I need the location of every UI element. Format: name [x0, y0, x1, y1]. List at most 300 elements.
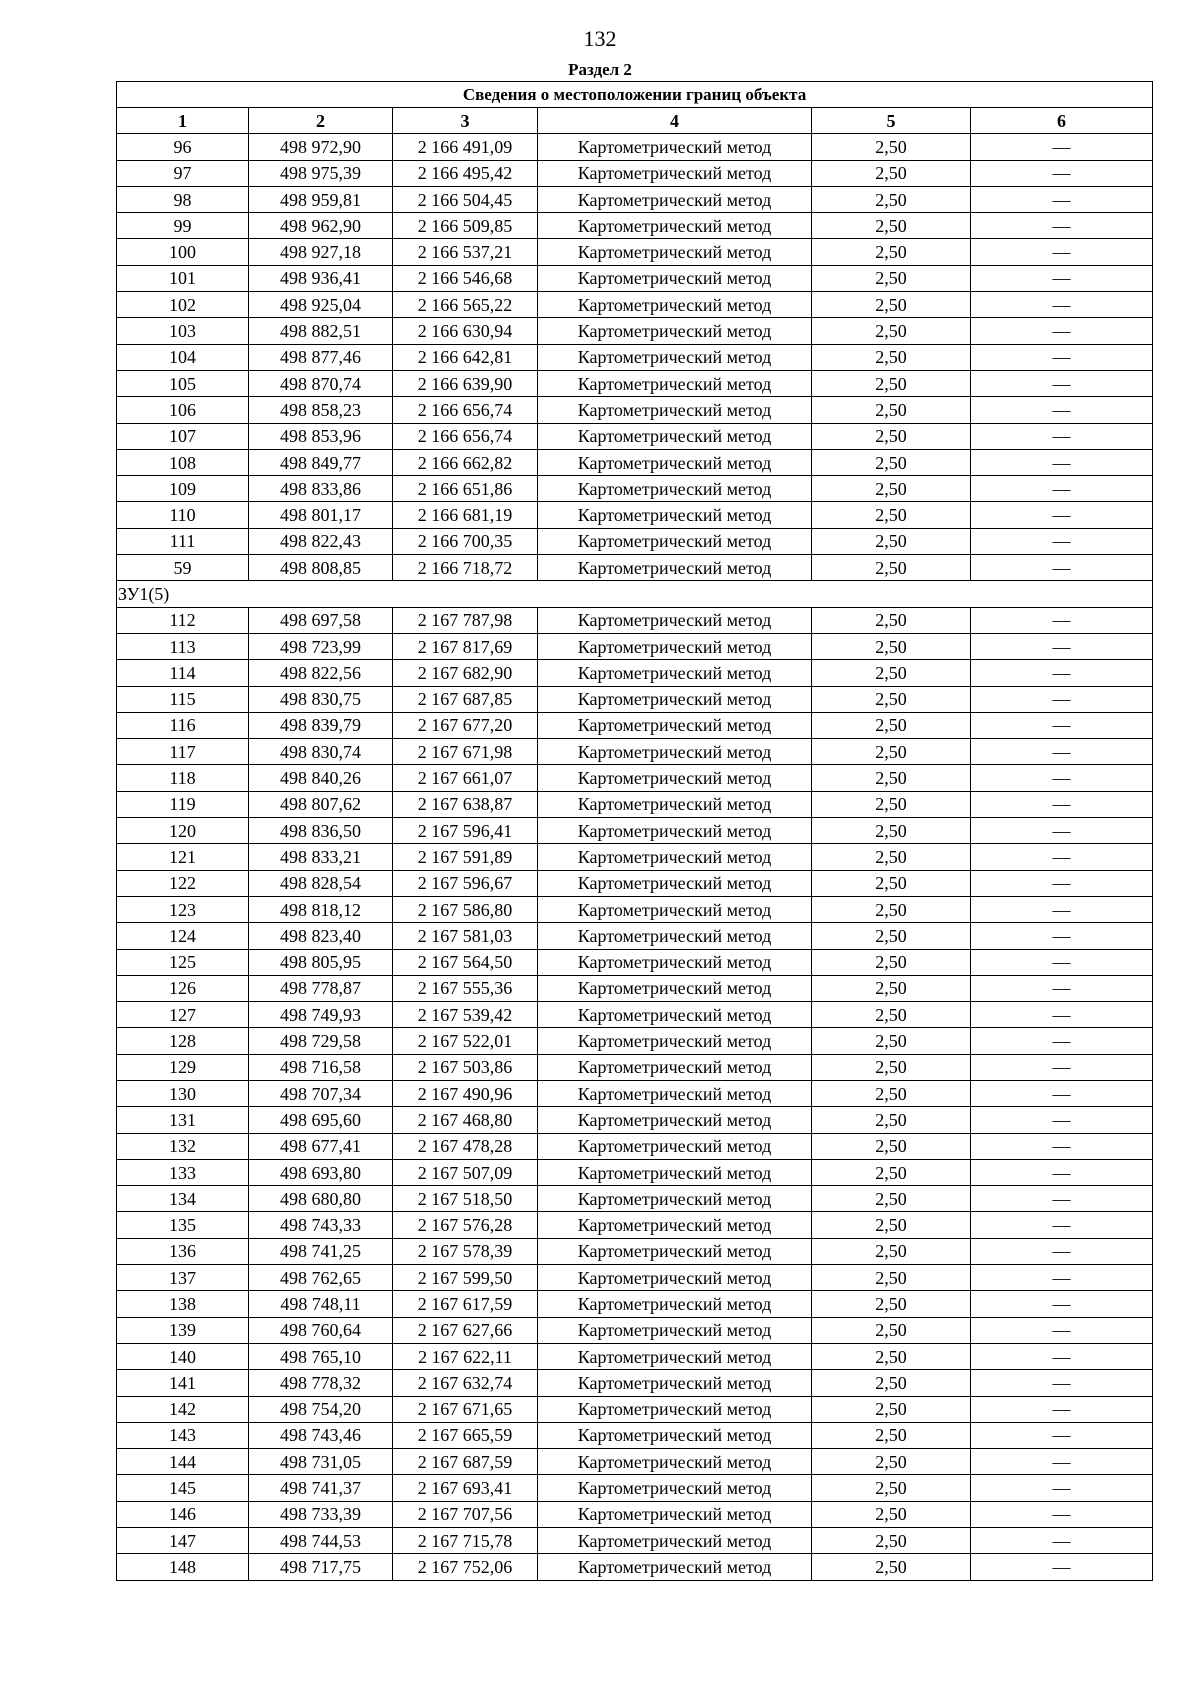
method-cell: Картометрический метод: [538, 292, 812, 318]
table-row: [117, 818, 1153, 844]
method-cell: Картометрический метод: [538, 633, 812, 659]
y-coordinate-cell: 2 166 537,21: [393, 239, 538, 265]
method-cell: Картометрический метод: [538, 476, 812, 502]
description-cell: —: [971, 1159, 1153, 1185]
method-cell: Картометрический метод: [538, 896, 812, 922]
x-coordinate-cell: 498 927,18: [249, 239, 393, 265]
description-cell: —: [971, 1265, 1153, 1291]
y-coordinate-cell: 2 167 518,50: [393, 1186, 538, 1212]
method-cell: Картометрический метод: [538, 1422, 812, 1448]
method-cell: Картометрический метод: [538, 1449, 812, 1475]
table-row: [117, 1475, 1153, 1501]
x-coordinate-cell: 498 858,23: [249, 397, 393, 423]
x-coordinate-cell: 498 762,65: [249, 1265, 393, 1291]
point-number-cell: 114: [117, 660, 249, 686]
x-coordinate-cell: 498 778,87: [249, 975, 393, 1001]
point-number-cell: 135: [117, 1212, 249, 1238]
point-number-cell: 106: [117, 397, 249, 423]
accuracy-cell: 2,50: [812, 265, 971, 291]
point-number-cell: 117: [117, 739, 249, 765]
accuracy-cell: 2,50: [812, 633, 971, 659]
accuracy-cell: 2,50: [812, 292, 971, 318]
method-cell: Картометрический метод: [538, 318, 812, 344]
x-coordinate-cell: 498 959,81: [249, 186, 393, 212]
y-coordinate-cell: 2 167 671,65: [393, 1396, 538, 1422]
y-coordinate-cell: 2 166 642,81: [393, 344, 538, 370]
point-number-cell: 148: [117, 1554, 249, 1580]
table-row: [117, 449, 1153, 475]
y-coordinate-cell: 2 167 817,69: [393, 633, 538, 659]
method-cell: Картометрический метод: [538, 1343, 812, 1369]
x-coordinate-cell: 498 677,41: [249, 1133, 393, 1159]
point-number-cell: 127: [117, 1002, 249, 1028]
y-coordinate-cell: 2 167 787,98: [393, 607, 538, 633]
description-cell: —: [971, 476, 1153, 502]
method-cell: Картометрический метод: [538, 134, 812, 160]
point-number-cell: 108: [117, 449, 249, 475]
accuracy-cell: 2,50: [812, 1159, 971, 1185]
table-body: [117, 82, 1153, 1581]
description-cell: —: [971, 1554, 1153, 1580]
page-number: 132: [583, 26, 617, 51]
accuracy-cell: 2,50: [812, 791, 971, 817]
x-coordinate-cell: 498 836,50: [249, 818, 393, 844]
table-row: [117, 1343, 1153, 1369]
x-coordinate-cell: 498 680,80: [249, 1186, 393, 1212]
point-number-cell: 102: [117, 292, 249, 318]
accuracy-cell: 2,50: [812, 1501, 971, 1527]
column-header: 3: [393, 108, 538, 134]
accuracy-cell: 2,50: [812, 949, 971, 975]
description-cell: —: [971, 896, 1153, 922]
table-row: [117, 1159, 1153, 1185]
table-row: [117, 1107, 1153, 1133]
table-row: [117, 397, 1153, 423]
method-cell: Картометрический метод: [538, 1002, 812, 1028]
y-coordinate-cell: 2 167 707,56: [393, 1501, 538, 1527]
table-row: [117, 791, 1153, 817]
y-coordinate-cell: 2 166 495,42: [393, 160, 538, 186]
y-coordinate-cell: 2 167 503,86: [393, 1054, 538, 1080]
method-cell: Картометрический метод: [538, 370, 812, 396]
accuracy-cell: 2,50: [812, 555, 971, 581]
table-row: [117, 1212, 1153, 1238]
description-cell: —: [971, 1317, 1153, 1343]
point-number-cell: 116: [117, 712, 249, 738]
y-coordinate-cell: 2 167 752,06: [393, 1554, 538, 1580]
point-number-cell: 105: [117, 370, 249, 396]
accuracy-cell: 2,50: [812, 1265, 971, 1291]
y-coordinate-cell: 2 166 700,35: [393, 528, 538, 554]
table-row: [117, 1501, 1153, 1527]
method-cell: Картометрический метод: [538, 555, 812, 581]
accuracy-cell: 2,50: [812, 1212, 971, 1238]
y-coordinate-cell: 2 167 539,42: [393, 1002, 538, 1028]
y-coordinate-cell: 2 167 578,39: [393, 1238, 538, 1264]
description-cell: —: [971, 370, 1153, 396]
x-coordinate-cell: 498 840,26: [249, 765, 393, 791]
x-coordinate-cell: 498 765,10: [249, 1343, 393, 1369]
y-coordinate-cell: 2 166 630,94: [393, 318, 538, 344]
table-row: [117, 923, 1153, 949]
table-row: [117, 213, 1153, 239]
description-cell: —: [971, 449, 1153, 475]
x-coordinate-cell: 498 808,85: [249, 555, 393, 581]
y-coordinate-cell: 2 167 581,03: [393, 923, 538, 949]
description-cell: —: [971, 1107, 1153, 1133]
x-coordinate-cell: 498 760,64: [249, 1317, 393, 1343]
table-row: [117, 186, 1153, 212]
y-coordinate-cell: 2 166 565,22: [393, 292, 538, 318]
y-coordinate-cell: 2 166 718,72: [393, 555, 538, 581]
y-coordinate-cell: 2 167 596,41: [393, 818, 538, 844]
point-number-cell: 112: [117, 607, 249, 633]
table-row: [117, 686, 1153, 712]
y-coordinate-cell: 2 167 677,20: [393, 712, 538, 738]
accuracy-cell: 2,50: [812, 923, 971, 949]
y-coordinate-cell: 2 166 504,45: [393, 186, 538, 212]
y-coordinate-cell: 2 167 617,59: [393, 1291, 538, 1317]
table-row: [117, 712, 1153, 738]
method-cell: Картометрический метод: [538, 1554, 812, 1580]
y-coordinate-cell: 2 166 656,74: [393, 397, 538, 423]
point-number-cell: 143: [117, 1422, 249, 1448]
x-coordinate-cell: 498 936,41: [249, 265, 393, 291]
method-cell: Картометрический метод: [538, 1528, 812, 1554]
method-cell: Картометрический метод: [538, 1370, 812, 1396]
y-coordinate-cell: 2 167 687,59: [393, 1449, 538, 1475]
method-cell: Картометрический метод: [538, 870, 812, 896]
point-number-cell: 96: [117, 134, 249, 160]
table-row: [117, 344, 1153, 370]
method-cell: Картометрический метод: [538, 397, 812, 423]
description-cell: —: [971, 318, 1153, 344]
x-coordinate-cell: 498 972,90: [249, 134, 393, 160]
point-number-cell: 125: [117, 949, 249, 975]
description-cell: —: [971, 633, 1153, 659]
x-coordinate-cell: 498 729,58: [249, 1028, 393, 1054]
method-cell: Картометрический метод: [538, 1028, 812, 1054]
point-number-cell: 107: [117, 423, 249, 449]
x-coordinate-cell: 498 741,25: [249, 1238, 393, 1264]
accuracy-cell: 2,50: [812, 1054, 971, 1080]
point-number-cell: 133: [117, 1159, 249, 1185]
accuracy-cell: 2,50: [812, 186, 971, 212]
description-cell: —: [971, 949, 1153, 975]
accuracy-cell: 2,50: [812, 686, 971, 712]
accuracy-cell: 2,50: [812, 739, 971, 765]
point-number-cell: 140: [117, 1343, 249, 1369]
point-number-cell: 145: [117, 1475, 249, 1501]
table-row: [117, 318, 1153, 344]
description-cell: —: [971, 1212, 1153, 1238]
method-cell: Картометрический метод: [538, 949, 812, 975]
method-cell: Картометрический метод: [538, 502, 812, 528]
method-cell: Картометрический метод: [538, 1054, 812, 1080]
y-coordinate-cell: 2 167 478,28: [393, 1133, 538, 1159]
x-coordinate-cell: 498 717,75: [249, 1554, 393, 1580]
accuracy-cell: 2,50: [812, 423, 971, 449]
accuracy-cell: 2,50: [812, 1238, 971, 1264]
table-row: [117, 1080, 1153, 1106]
description-cell: —: [971, 607, 1153, 633]
table-row: [117, 1422, 1153, 1448]
point-number-cell: 131: [117, 1107, 249, 1133]
table-row: [117, 160, 1153, 186]
table-row: [117, 476, 1153, 502]
x-coordinate-cell: 498 697,58: [249, 607, 393, 633]
point-number-cell: 121: [117, 844, 249, 870]
x-coordinate-cell: 498 882,51: [249, 318, 393, 344]
method-cell: Картометрический метод: [538, 1475, 812, 1501]
x-coordinate-cell: 498 748,11: [249, 1291, 393, 1317]
method-cell: Картометрический метод: [538, 449, 812, 475]
accuracy-cell: 2,50: [812, 1317, 971, 1343]
point-number-cell: 101: [117, 265, 249, 291]
method-cell: Картометрический метод: [538, 844, 812, 870]
table-caption-row: [117, 82, 1153, 108]
method-cell: Картометрический метод: [538, 1107, 812, 1133]
accuracy-cell: 2,50: [812, 607, 971, 633]
method-cell: Картометрический метод: [538, 739, 812, 765]
point-number-cell: 99: [117, 213, 249, 239]
method-cell: Картометрический метод: [538, 1238, 812, 1264]
description-cell: —: [971, 1475, 1153, 1501]
accuracy-cell: 2,50: [812, 134, 971, 160]
x-coordinate-cell: 498 853,96: [249, 423, 393, 449]
accuracy-cell: 2,50: [812, 1291, 971, 1317]
description-cell: —: [971, 528, 1153, 554]
description-cell: —: [971, 1422, 1153, 1448]
accuracy-cell: 2,50: [812, 1080, 971, 1106]
x-coordinate-cell: 498 731,05: [249, 1449, 393, 1475]
point-number-cell: 136: [117, 1238, 249, 1264]
x-coordinate-cell: 498 716,58: [249, 1054, 393, 1080]
description-cell: —: [971, 975, 1153, 1001]
table-row: [117, 660, 1153, 686]
method-cell: Картометрический метод: [538, 528, 812, 554]
table-row: [117, 134, 1153, 160]
y-coordinate-cell: 2 166 639,90: [393, 370, 538, 396]
method-cell: Картометрический метод: [538, 765, 812, 791]
table-row: [117, 423, 1153, 449]
description-cell: —: [971, 344, 1153, 370]
description-cell: —: [971, 134, 1153, 160]
table-header-row: [117, 108, 1153, 134]
y-coordinate-cell: 2 166 546,68: [393, 265, 538, 291]
table-row: [117, 1370, 1153, 1396]
method-cell: Картометрический метод: [538, 1317, 812, 1343]
x-coordinate-cell: 498 749,93: [249, 1002, 393, 1028]
method-cell: Картометрический метод: [538, 1159, 812, 1185]
method-cell: Картометрический метод: [538, 186, 812, 212]
description-cell: —: [971, 1370, 1153, 1396]
y-coordinate-cell: 2 167 715,78: [393, 1528, 538, 1554]
group-label: ЗУ1(5): [117, 581, 1153, 607]
column-header: 2: [249, 108, 393, 134]
x-coordinate-cell: 498 723,99: [249, 633, 393, 659]
x-coordinate-cell: 498 833,86: [249, 476, 393, 502]
point-number-cell: 103: [117, 318, 249, 344]
x-coordinate-cell: 498 839,79: [249, 712, 393, 738]
accuracy-cell: 2,50: [812, 1343, 971, 1369]
description-cell: —: [971, 555, 1153, 581]
table-row: [117, 555, 1153, 581]
y-coordinate-cell: 2 167 682,90: [393, 660, 538, 686]
description-cell: —: [971, 1396, 1153, 1422]
description-cell: —: [971, 1133, 1153, 1159]
accuracy-cell: 2,50: [812, 975, 971, 1001]
method-cell: Картометрический метод: [538, 1396, 812, 1422]
accuracy-cell: 2,50: [812, 1422, 971, 1448]
description-cell: —: [971, 870, 1153, 896]
point-number-cell: 110: [117, 502, 249, 528]
accuracy-cell: 2,50: [812, 765, 971, 791]
accuracy-cell: 2,50: [812, 1449, 971, 1475]
boundary-coordinates-table: [116, 81, 1153, 1581]
accuracy-cell: 2,50: [812, 318, 971, 344]
accuracy-cell: 2,50: [812, 1554, 971, 1580]
method-cell: Картометрический метод: [538, 344, 812, 370]
y-coordinate-cell: 2 167 687,85: [393, 686, 538, 712]
column-header: 1: [117, 108, 249, 134]
description-cell: —: [971, 1291, 1153, 1317]
point-number-cell: 120: [117, 818, 249, 844]
accuracy-cell: 2,50: [812, 449, 971, 475]
description-cell: —: [971, 712, 1153, 738]
table-row: [117, 870, 1153, 896]
table-row: [117, 370, 1153, 396]
x-coordinate-cell: 498 818,12: [249, 896, 393, 922]
description-cell: —: [971, 1002, 1153, 1028]
method-cell: Картометрический метод: [538, 818, 812, 844]
x-coordinate-cell: 498 877,46: [249, 344, 393, 370]
x-coordinate-cell: 498 849,77: [249, 449, 393, 475]
y-coordinate-cell: 2 167 638,87: [393, 791, 538, 817]
point-number-cell: 113: [117, 633, 249, 659]
table-row: [117, 1449, 1153, 1475]
table-row: [117, 292, 1153, 318]
x-coordinate-cell: 498 744,53: [249, 1528, 393, 1554]
table-row: [117, 844, 1153, 870]
table-row: [117, 896, 1153, 922]
y-coordinate-cell: 2 167 468,80: [393, 1107, 538, 1133]
column-header: 5: [812, 108, 971, 134]
table-row: [117, 1054, 1153, 1080]
x-coordinate-cell: 498 805,95: [249, 949, 393, 975]
method-cell: Картометрический метод: [538, 791, 812, 817]
description-cell: —: [971, 1054, 1153, 1080]
method-cell: Картометрический метод: [538, 1501, 812, 1527]
description-cell: —: [971, 923, 1153, 949]
y-coordinate-cell: 2 166 491,09: [393, 134, 538, 160]
point-number-cell: 98: [117, 186, 249, 212]
x-coordinate-cell: 498 778,32: [249, 1370, 393, 1396]
point-number-cell: 137: [117, 1265, 249, 1291]
x-coordinate-cell: 498 830,75: [249, 686, 393, 712]
x-coordinate-cell: 498 693,80: [249, 1159, 393, 1185]
description-cell: —: [971, 1528, 1153, 1554]
point-number-cell: 115: [117, 686, 249, 712]
x-coordinate-cell: 498 962,90: [249, 213, 393, 239]
table-row: [117, 1002, 1153, 1028]
description-cell: —: [971, 213, 1153, 239]
method-cell: Картометрический метод: [538, 660, 812, 686]
method-cell: Картометрический метод: [538, 239, 812, 265]
method-cell: Картометрический метод: [538, 423, 812, 449]
accuracy-cell: 2,50: [812, 1186, 971, 1212]
y-coordinate-cell: 2 166 651,86: [393, 476, 538, 502]
point-number-cell: 134: [117, 1186, 249, 1212]
point-number-cell: 139: [117, 1317, 249, 1343]
x-coordinate-cell: 498 822,56: [249, 660, 393, 686]
method-cell: Картометрический метод: [538, 213, 812, 239]
table-row: [117, 739, 1153, 765]
accuracy-cell: 2,50: [812, 476, 971, 502]
y-coordinate-cell: 2 167 661,07: [393, 765, 538, 791]
x-coordinate-cell: 498 743,33: [249, 1212, 393, 1238]
point-number-cell: 129: [117, 1054, 249, 1080]
table-row: [117, 949, 1153, 975]
y-coordinate-cell: 2 167 576,28: [393, 1212, 538, 1238]
description-cell: —: [971, 686, 1153, 712]
point-number-cell: 123: [117, 896, 249, 922]
accuracy-cell: 2,50: [812, 1475, 971, 1501]
column-header: 6: [971, 108, 1153, 134]
accuracy-cell: 2,50: [812, 818, 971, 844]
method-cell: Картометрический метод: [538, 975, 812, 1001]
method-cell: Картометрический метод: [538, 1133, 812, 1159]
description-cell: —: [971, 818, 1153, 844]
accuracy-cell: 2,50: [812, 660, 971, 686]
table-row: [117, 1396, 1153, 1422]
y-coordinate-cell: 2 167 665,59: [393, 1422, 538, 1448]
x-coordinate-cell: 498 707,34: [249, 1080, 393, 1106]
method-cell: Картометрический метод: [538, 1080, 812, 1106]
y-coordinate-cell: 2 167 599,50: [393, 1265, 538, 1291]
y-coordinate-cell: 2 167 693,41: [393, 1475, 538, 1501]
y-coordinate-cell: 2 167 564,50: [393, 949, 538, 975]
accuracy-cell: 2,50: [812, 528, 971, 554]
description-cell: —: [971, 160, 1153, 186]
y-coordinate-cell: 2 167 586,80: [393, 896, 538, 922]
x-coordinate-cell: 498 870,74: [249, 370, 393, 396]
accuracy-cell: 2,50: [812, 1002, 971, 1028]
table-row: [117, 1291, 1153, 1317]
table-row: [117, 1238, 1153, 1264]
table-row: [117, 765, 1153, 791]
point-number-cell: 100: [117, 239, 249, 265]
group-header-row: [117, 581, 1153, 607]
table-row: [117, 1554, 1153, 1580]
accuracy-cell: 2,50: [812, 844, 971, 870]
table-row: [117, 1528, 1153, 1554]
table-row: [117, 239, 1153, 265]
method-cell: Картометрический метод: [538, 712, 812, 738]
x-coordinate-cell: 498 743,46: [249, 1422, 393, 1448]
description-cell: —: [971, 765, 1153, 791]
accuracy-cell: 2,50: [812, 1370, 971, 1396]
x-coordinate-cell: 498 741,37: [249, 1475, 393, 1501]
description-cell: —: [971, 791, 1153, 817]
point-number-cell: 141: [117, 1370, 249, 1396]
accuracy-cell: 2,50: [812, 344, 971, 370]
x-coordinate-cell: 498 925,04: [249, 292, 393, 318]
description-cell: —: [971, 1501, 1153, 1527]
x-coordinate-cell: 498 695,60: [249, 1107, 393, 1133]
x-coordinate-cell: 498 975,39: [249, 160, 393, 186]
method-cell: Картометрический метод: [538, 160, 812, 186]
